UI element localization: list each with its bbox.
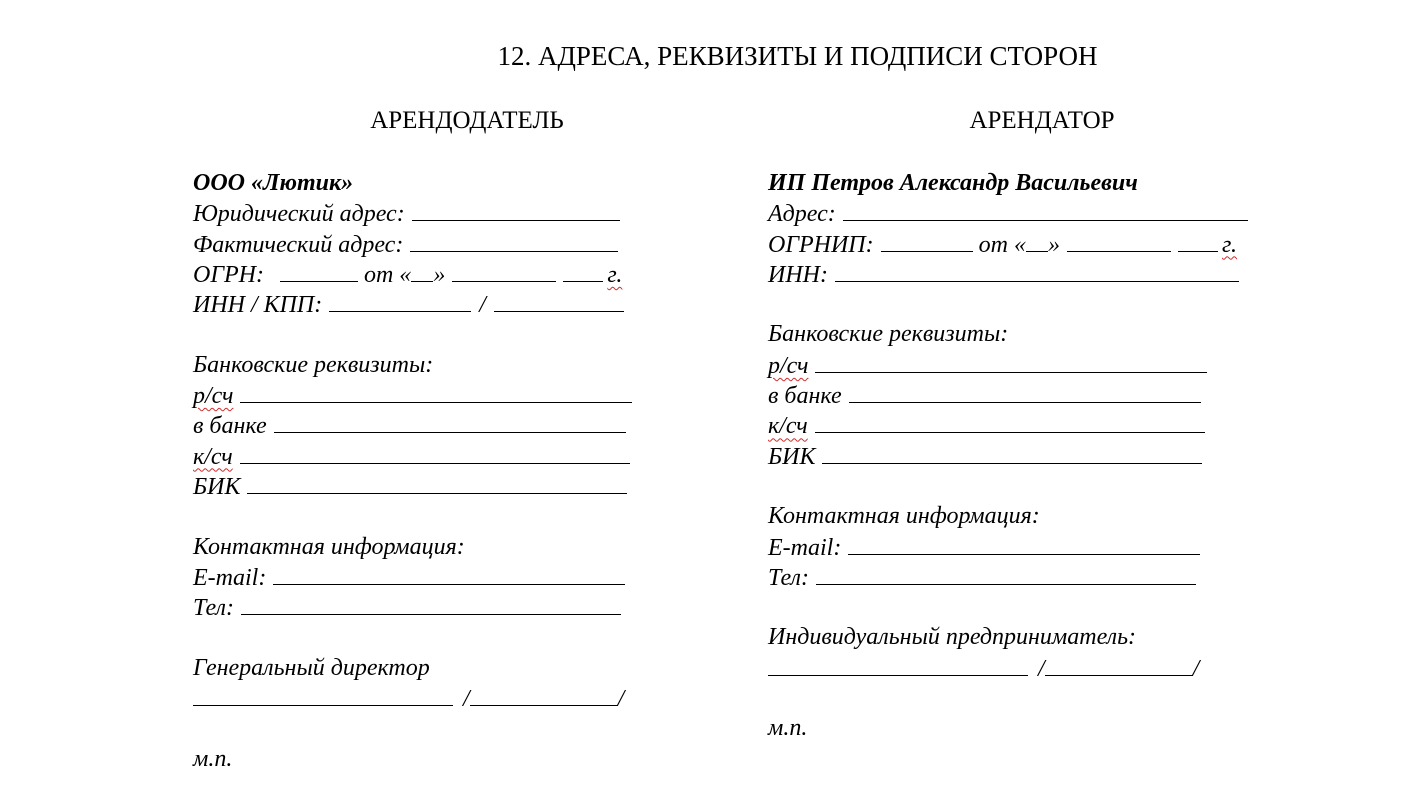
landlord-corr-account-label: к/сч xyxy=(193,443,233,470)
ogrnip-date-from-label: от « xyxy=(978,231,1026,258)
tenant-inn-field[interactable] xyxy=(835,259,1239,282)
landlord-signature-slash-close: / xyxy=(617,686,625,713)
landlord-bik-label: БИК xyxy=(193,473,241,500)
ogrn-year-field[interactable] xyxy=(563,259,603,282)
tenant-email-field[interactable] xyxy=(848,532,1200,555)
tenant-stamp-label: м.п. xyxy=(768,715,808,742)
tenant-corr-account-field[interactable] xyxy=(815,410,1205,433)
tenant-signature-name-field[interactable] xyxy=(1045,653,1193,676)
legal-address-field[interactable] xyxy=(412,198,620,221)
page-title: 12. АДРЕСА, РЕКВИЗИТЫ И ПОДПИСИ СТОРОН xyxy=(497,41,1098,71)
legal-address-label: Юридический адрес: xyxy=(193,201,405,228)
tenant-signatory-label: Индивидуальный предприниматель: xyxy=(768,624,1137,651)
landlord-name: ООО «Лютик» xyxy=(193,170,354,196)
landlord-corr-account-field[interactable] xyxy=(240,441,630,464)
ogrn-field[interactable] xyxy=(280,259,358,282)
landlord-bank-details-label: Банковские реквизиты: xyxy=(193,351,434,378)
tenant-name: ИП Петров Александр Васильевич xyxy=(768,170,1138,196)
tenant-signature-slash-close: / xyxy=(1192,655,1200,682)
landlord-signatory-label: Генеральный директор xyxy=(193,654,430,681)
ogrnip-label: ОГРНИП: xyxy=(768,231,874,258)
tenant-signature-slash-open: / xyxy=(1038,655,1045,682)
landlord-email-field[interactable] xyxy=(273,562,625,585)
ogrn-quote-close: » xyxy=(433,261,446,288)
tenant-bik-field[interactable] xyxy=(822,441,1202,464)
ogrnip-field[interactable] xyxy=(881,229,973,252)
tenant-bank-label: в банке xyxy=(768,383,842,410)
inn-kpp-label: ИНН / КПП: xyxy=(193,292,323,319)
tenant-phone-label: Тел: xyxy=(768,564,809,591)
tenant-address-label: Адрес: xyxy=(768,201,836,228)
tenant-account-label: р/сч xyxy=(768,352,809,379)
landlord-account-label: р/сч xyxy=(193,383,234,410)
inn-field[interactable] xyxy=(329,289,471,312)
tenant-column xyxy=(768,168,1328,744)
ogrn-month-field[interactable] xyxy=(452,259,556,282)
ogrn-label: ОГРН: xyxy=(193,261,264,288)
tenant-email-label: E-mail: xyxy=(768,534,842,561)
ogrnip-year-suffix: г. xyxy=(1221,231,1238,258)
landlord-bik-field[interactable] xyxy=(247,471,627,494)
actual-address-field[interactable] xyxy=(410,229,618,252)
landlord-column xyxy=(193,168,663,774)
actual-address-label: Фактический адрес: xyxy=(193,231,404,258)
landlord-bank-field[interactable] xyxy=(274,410,626,433)
inn-kpp-slash: / xyxy=(479,292,486,319)
tenant-account-field[interactable] xyxy=(815,350,1207,373)
ogrn-date-from-label: от « xyxy=(363,261,412,288)
ogrn-day-field[interactable] xyxy=(411,259,433,282)
ogrnip-day-field[interactable] xyxy=(1026,229,1048,252)
landlord-heading: АРЕНДОДАТЕЛЬ xyxy=(370,107,564,134)
tenant-phone-field[interactable] xyxy=(816,562,1196,585)
landlord-signature-slash-open: / xyxy=(463,686,470,713)
tenant-bank-field[interactable] xyxy=(849,380,1201,403)
tenant-heading: АРЕНДАТОР xyxy=(969,107,1115,134)
ogrnip-quote-close: » xyxy=(1047,231,1060,258)
landlord-contact-label: Контактная информация: xyxy=(193,533,465,560)
tenant-address-field[interactable] xyxy=(843,198,1248,221)
tenant-inn-label: ИНН: xyxy=(768,261,828,288)
landlord-phone-field[interactable] xyxy=(241,592,621,615)
landlord-phone-label: Тел: xyxy=(193,595,234,622)
kpp-field[interactable] xyxy=(494,289,624,312)
landlord-bank-label: в банке xyxy=(193,413,267,440)
tenant-bik-label: БИК xyxy=(768,443,816,470)
landlord-account-field[interactable] xyxy=(240,380,632,403)
landlord-signature-field[interactable] xyxy=(193,683,453,706)
ogrnip-month-field[interactable] xyxy=(1067,229,1171,252)
landlord-signature-name-field[interactable] xyxy=(470,683,618,706)
ogrn-year-suffix: г. xyxy=(607,261,623,288)
landlord-stamp-label: м.п. xyxy=(193,745,233,772)
tenant-corr-account-label: к/сч xyxy=(768,413,808,440)
ogrnip-year-field[interactable] xyxy=(1178,229,1218,252)
tenant-signature-field[interactable] xyxy=(768,653,1028,676)
tenant-contact-label: Контактная информация: xyxy=(768,503,1040,530)
landlord-email-label: E-mail: xyxy=(193,564,267,591)
tenant-bank-details-label: Банковские реквизиты: xyxy=(768,321,1009,348)
